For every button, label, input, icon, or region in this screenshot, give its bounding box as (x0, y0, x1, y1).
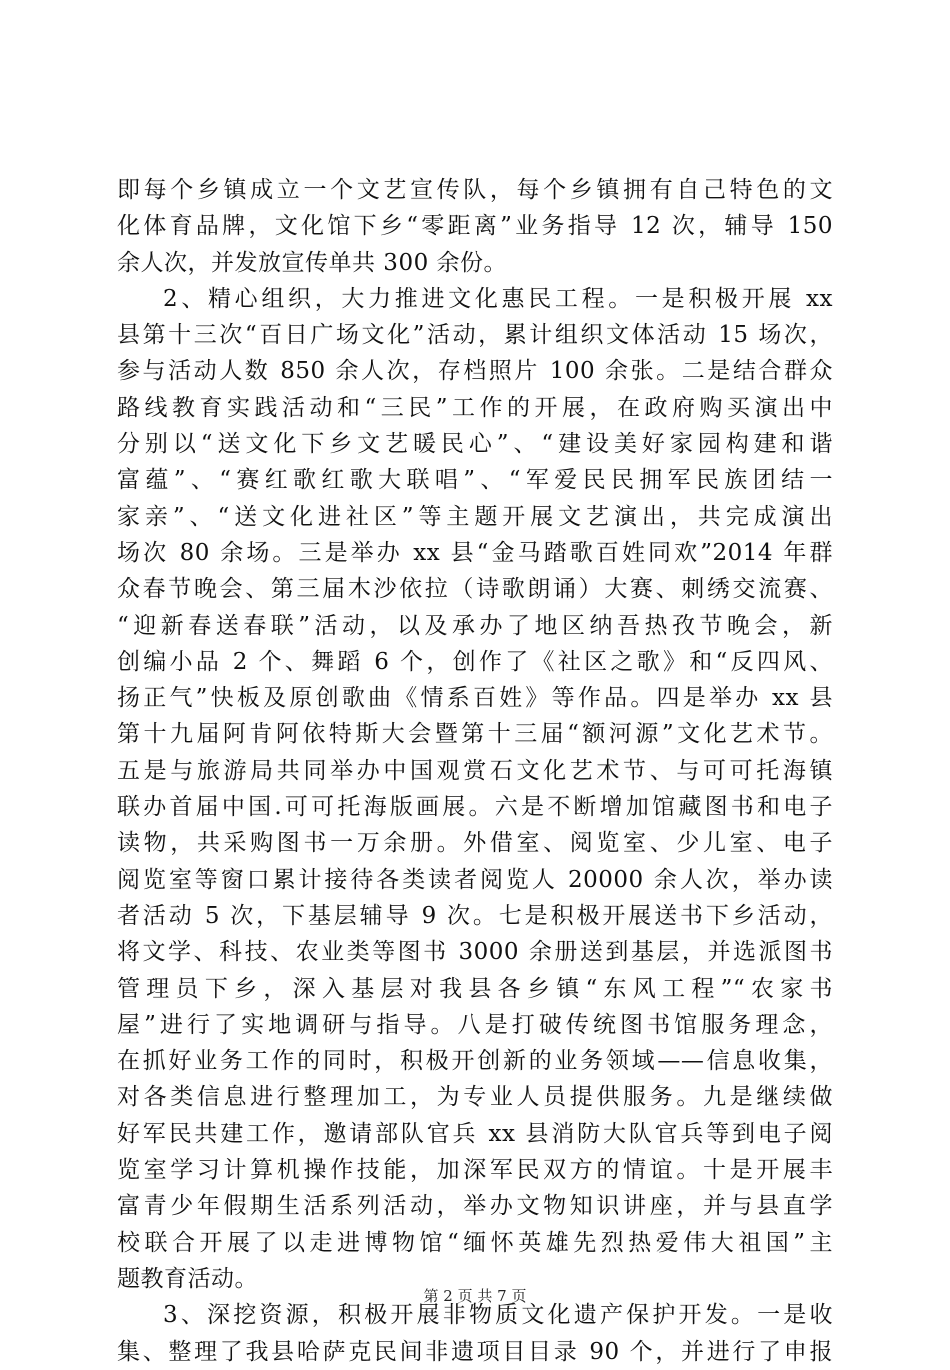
text-line: 即每个乡镇成立一个文艺宣传队，每个乡镇拥有自己特色的文 (117, 177, 833, 203)
text-line: 者活动 5 次，下基层辅导 9 次。七是积极开展送书下乡活动， (117, 902, 833, 929)
text-line: 对各类信息进行整理加工，为专业人员提供服务。九是继续做 (117, 1084, 833, 1111)
page-number-footer: 第 2 页 共 7 页 (423, 1287, 527, 1305)
text-line: 创编小品 2 个、舞蹈 6 个，创作了《社区之歌》和“反四风、 (117, 648, 833, 675)
paragraph-start-line: 2、精心组织，大力推进文化惠民工程。一是积极开展 xx (163, 285, 833, 312)
text-line: 览室学习计算机操作技能，加深军民双方的情谊。十是开展丰 (117, 1157, 833, 1184)
text-line: 阅览室等窗口累计接待各类读者阅览人 20000 余人次，举办读 (117, 866, 833, 893)
text-line: 校联合开展了以走进博物馆“缅怀英雄先烈热爱伟大祖国”主 (117, 1229, 833, 1256)
text-line: 扬正气”快板及原创歌曲《情系百姓》等作品。四是举办 xx 县 (117, 685, 833, 712)
text-line: 富蕴”、“赛红歌红歌大联唱”、“军爱民民拥军民族团结一 (117, 467, 833, 494)
text-line: 屋”进行了实地调研与指导。八是打破传统图书馆服务理念， (117, 1011, 833, 1038)
text-line: 将文学、科技、农业类等图书 3000 余册送到基层，并选派图书 (117, 939, 833, 966)
text-line: 集、整理了我县哈萨克民间非遗项目目录 90 个，并进行了申报 (117, 1338, 833, 1365)
text-line: 场次 80 余场。三是举办 xx 县“金马踏歌百姓同欢”2014 年群 (117, 539, 833, 566)
text-line: 分别以“送文化下乡文艺暖民心”、“建设美好家园构建和谐 (117, 431, 833, 458)
paragraph-start-line: 3、深挖资源，积极开展非物质文化遗产保护开发。一是收 (163, 1302, 833, 1329)
text-line: 余人次，并发放宣传单共 300 余份。 (117, 249, 508, 276)
document-body (117, 172, 833, 1370)
text-line: 家亲”、“送文化进社区”等主题开展文艺演出，共完成演出 (117, 503, 833, 530)
text-line: 好军民共建工作，邀请部队官兵 xx 县消防大队官兵等到电子阅 (117, 1120, 833, 1147)
text-line: 管理员下乡，深入基层对我县各乡镇“东风工程”“农家书 (117, 975, 833, 1002)
text-line: 众春节晚会、第三届木沙依拉（诗歌朗诵）大赛、刺绣交流赛、 (117, 576, 833, 603)
text-line: 富青少年假期生活系列活动，举办文物知识讲座，并与县直学 (117, 1193, 833, 1220)
text-line: 路线教育实践活动和“三民”工作的开展，在政府购买演出中 (117, 394, 833, 421)
text-line: 县第十三次“百日广场文化”活动，累计组织文体活动 15 场次， (117, 322, 833, 349)
text-line: 读物，共采购图书一万余册。外借室、阅览室、少儿室、电子 (117, 830, 833, 857)
text-line: 联办首届中国.可可托海版画展。六是不断增加馆藏图书和电子 (117, 794, 833, 821)
text-line: 五是与旅游局共同举办中国观赏石文化艺术节、与可可托海镇 (117, 757, 833, 784)
text-line: 在抓好业务工作的同时，积极开创新的业务领域——信息收集， (117, 1048, 833, 1075)
text-line: “迎新春送春联”活动，以及承办了地区纳吾热孜节晚会，新 (117, 612, 833, 639)
text-line: 第十九届阿肯阿依特斯大会暨第十三届“额河源”文化艺术节。 (117, 721, 833, 748)
text-line: 化体育品牌，文化馆下乡“零距离”业务指导 12 次，辅导 150 (117, 213, 833, 240)
text-line: 题教育活动。 (117, 1265, 258, 1292)
text-line: 参与活动人数 850 余人次，存档照片 100 余张。二是结合群众 (117, 358, 833, 385)
